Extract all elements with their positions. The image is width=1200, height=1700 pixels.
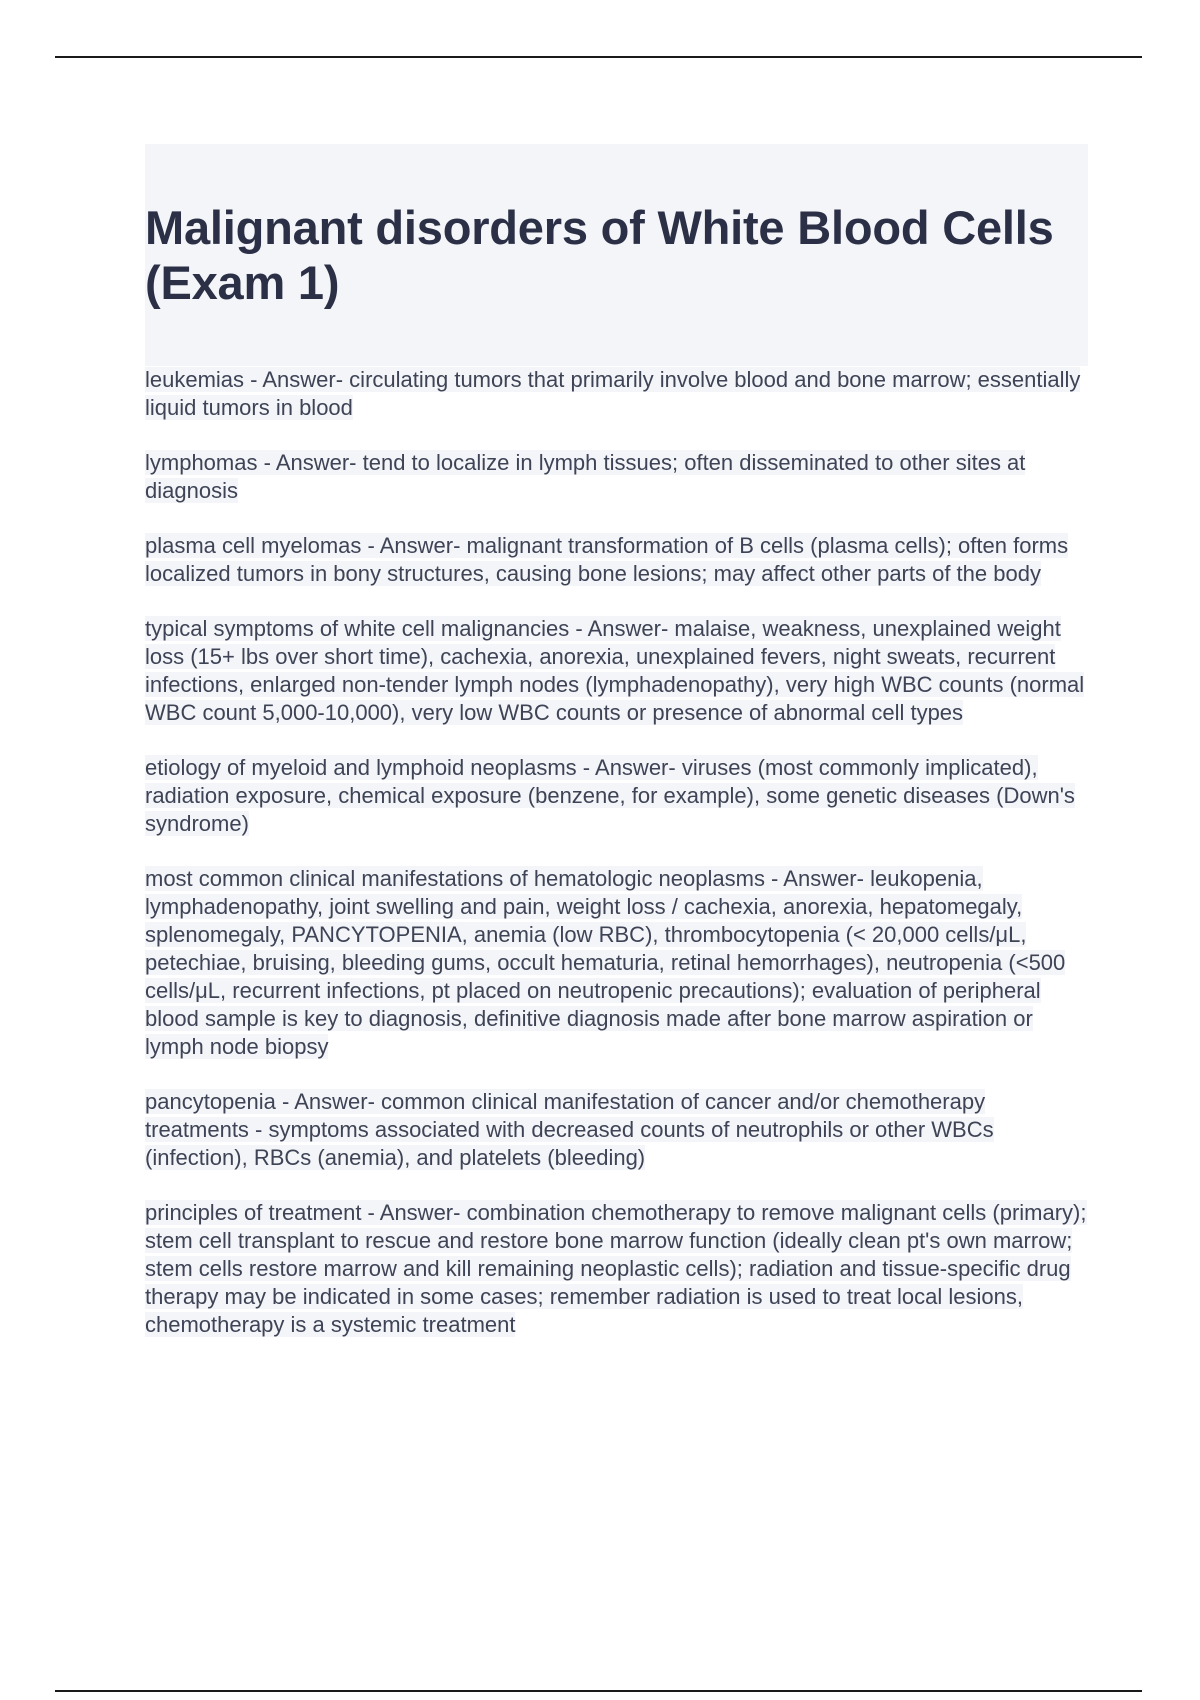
flashcard-entry [145, 615, 1088, 727]
flashcard-text: typical symptoms of white cell malignancies - Answer- malaise, weakness, unexplained weight loss (15+ lbs over short time), cachexia, anorexia, unexplained fevers, night sweats, recurrent infections, enlarged non-tender lymph nodes (lymphadenopathy), very high WBC counts (normal WBC count 5,000-10,000), very low WBC counts or presence of abnormal cell types [145, 616, 1085, 725]
flashcard-list [145, 366, 1088, 1366]
flashcard-text: pancytopenia - Answer- common clinical manifestation of cancer and/or chemotherapy treatments - symptoms associated with decreased counts of neutrophils or other WBCs (infection), RBCs (anemia), and platelets (bleeding) [145, 1089, 994, 1170]
flashcard-entry [145, 1088, 1088, 1172]
top-rule [55, 56, 1142, 58]
flashcard-entry [145, 366, 1088, 422]
flashcard-entry [145, 754, 1088, 838]
flashcard-entry [145, 1199, 1088, 1339]
title-block [145, 144, 1088, 366]
flashcard-text: most common clinical manifestations of hematologic neoplasms - Answer- leukopenia, lymphadenopathy, joint swelling and pain, weight loss / cachexia, anorexia, hepatomegaly, splenomegaly, PANCYTOPENIA, anemia (low RBC), thrombocytopenia (< 20,000 cells/μL, petechiae, bruising, bleeding gums, occult hematuria, retinal hemorrhages), neutropenia (<500 cells/μL, recurrent infections, pt placed on neutropenic precautions); evaluation of peripheral blood sample is key to diagnosis, definitive diagnosis made after bone marrow aspiration or lymph node biopsy [145, 866, 1066, 1059]
flashcard-entry [145, 449, 1088, 505]
flashcard-entry [145, 865, 1088, 1061]
flashcard-text: leukemias - Answer- circulating tumors that primarily involve blood and bone marrow; essentially liquid tumors in blood [145, 367, 1081, 420]
flashcard-entry [145, 532, 1088, 588]
bottom-rule [55, 1690, 1142, 1692]
flashcard-text: lymphomas - Answer- tend to localize in lymph tissues; often disseminated to other sites at diagnosis [145, 450, 1026, 503]
flashcard-text: plasma cell myelomas - Answer- malignant transformation of B cells (plasma cells); often forms localized tumors in bony structures, causing bone lesions; may affect other parts of the body [145, 533, 1069, 586]
document-title: Malignant disorders of White Blood Cells (Exam 1) [145, 201, 1054, 309]
flashcard-text: principles of treatment - Answer- combination chemotherapy to remove malignant cells (primary); stem cell transplant to rescue and restore bone marrow function (ideally clean pt's own marrow; stem cells restore marrow and kill remaining neoplastic cells); radiation and tissue-specific drug therapy may be indicated in some cases; remember radiation is used to treat local lesions, chemotherapy is a systemic treatment [145, 1200, 1087, 1337]
flashcard-text: etiology of myeloid and lymphoid neoplasms - Answer- viruses (most commonly implicated), radiation exposure, chemical exposure (benzene, for example), some genetic diseases (Down's syndrome) [145, 755, 1075, 836]
